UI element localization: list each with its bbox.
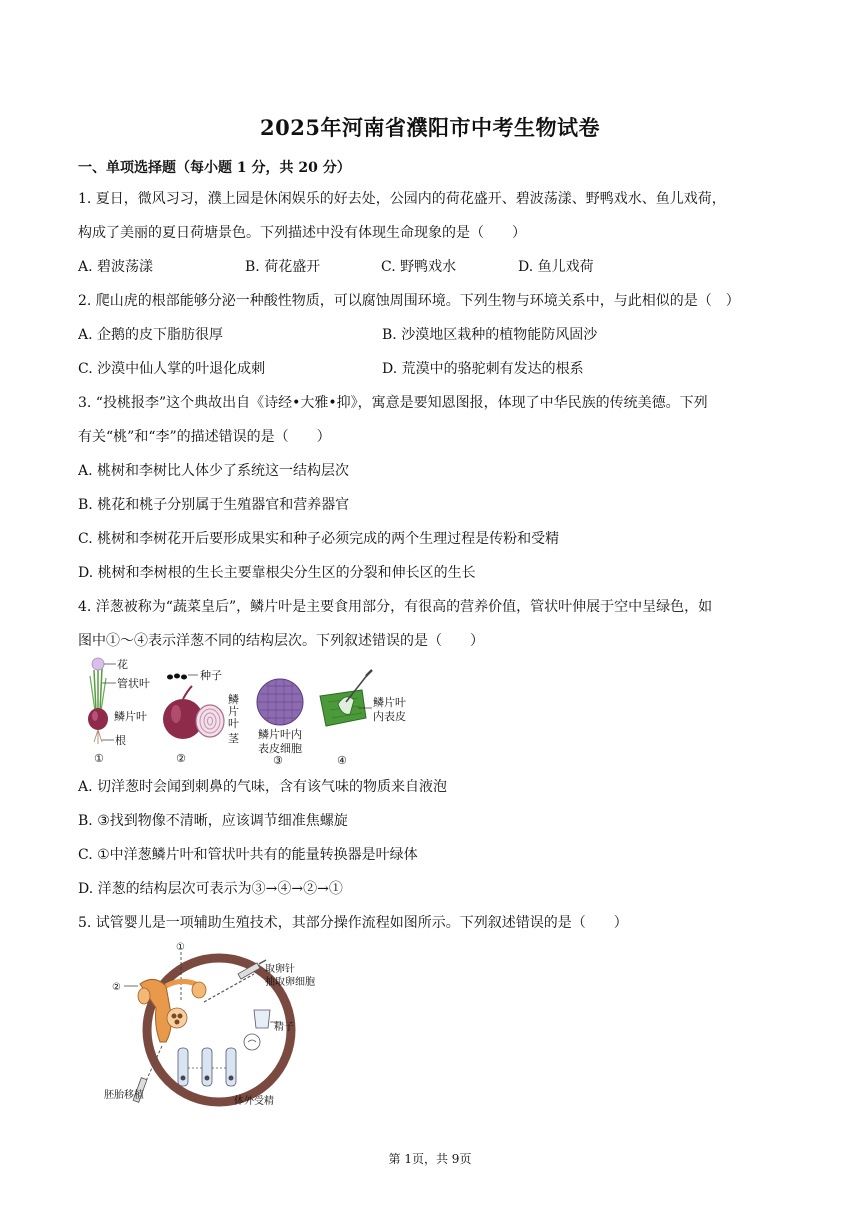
question-1-stem-line1: 1. 夏日，微风习习，濮上园是休闲娱乐的好去处，公园内的荷花盛开、碧波荡漾、野鸭戏水、鱼儿戏荷， xyxy=(78,191,726,207)
question-4-option-a: A. 切洋葱时会闻到刺鼻的气味，含有该气味的物质来自液泡 xyxy=(78,779,448,795)
label-scale-leaf-vertical: 鳞片叶 xyxy=(228,693,239,730)
label-number-1: ① xyxy=(176,942,185,953)
label-needle-line1: 取卵针 xyxy=(265,964,295,975)
label-flower: 花 xyxy=(117,658,128,671)
question-3-stem-line2: 有关“桃”和“李”的描述错误的是（ ） xyxy=(78,429,331,445)
page-footer: 第 1页，共 9页 xyxy=(388,1152,472,1166)
label-tube-leaf: 管状叶 xyxy=(117,677,150,690)
label-cells-line2: 表皮细胞 xyxy=(258,742,302,755)
onion-plant-illustration xyxy=(88,658,108,744)
panel-number-4: ④ xyxy=(337,754,347,767)
egg-retrieval-needle-illustration xyxy=(204,960,266,1002)
question-3-option-c: C. 桃树和李树花开后要形成果实和种子必须完成的两个生理过程是传粉和受精 xyxy=(78,531,560,547)
question-4-option-c: C. ①中洋葱鳞片叶和管状叶共有的能量转换器是叶绿体 xyxy=(78,847,418,863)
label-seed: 种子 xyxy=(200,669,222,682)
label-cells-line1: 鳞片叶内 xyxy=(258,728,302,741)
question-3-option-b: B. 桃花和桃子分别属于生殖器官和营养器官 xyxy=(78,497,350,513)
question-2-stem: 2. 爬山虎的根部能够分泌一种酸性物质，可以腐蚀周围环境。下列生物与环境关系中，与此相似的是（ ） xyxy=(78,293,740,309)
question-2-option-b: B. 沙漠地区栽种的植物能防风固沙 xyxy=(382,327,598,343)
question-2-option-d: D. 荒漠中的骆驼刺有发达的根系 xyxy=(382,361,584,377)
panel-number-2: ② xyxy=(176,752,186,765)
label-sperm: 精子 xyxy=(274,1022,294,1033)
question-3-stem-line1: 3. “投桃报李”这个典故出自《诗经•大雅•抑》，寓意是要知恩图报，体现了中华民族的传统美德。下列 xyxy=(78,395,708,411)
label-stem: 茎 xyxy=(228,732,239,745)
label-scale-leaf: 鳞片叶 xyxy=(114,710,147,723)
label-embryo-transfer: 胚胎移植 xyxy=(104,1090,144,1101)
label-needle-line2: 抽取卵细胞 xyxy=(265,977,315,988)
question-1-option-c: C. 野鸭戏水 xyxy=(381,259,457,275)
panel-number-3: ③ xyxy=(273,754,283,767)
test-tubes-illustration xyxy=(178,1048,236,1086)
question-1-option-b: B. 荷花盛开 xyxy=(245,259,321,275)
sperm-cup-illustration xyxy=(244,1010,270,1050)
ivf-process-figure xyxy=(104,938,344,1110)
question-4-stem-line1: 4. 洋葱被称为“蔬菜皇后”，鳞片叶是主要食用部分，有很高的营养价值，管状叶伸展于空中呈绿色，如 xyxy=(78,599,713,615)
label-ivf: 体外受精 xyxy=(234,1096,274,1107)
question-1-option-d: D. 鱼儿戏荷 xyxy=(518,259,594,275)
question-1-stem-line2: 构成了美丽的夏日荷塘景色。下列描述中没有体现生命现象的是（ ） xyxy=(78,225,526,241)
onion-structure-figure xyxy=(80,656,420,768)
question-5-stem: 5. 试管婴儿是一项辅助生殖技术，其部分操作流程如图所示。下列叙述错误的是（ ） xyxy=(78,915,628,931)
question-2-option-c: C. 沙漠中仙人掌的叶退化成刺 xyxy=(78,361,266,377)
section-heading: 一、单项选择题（每小题 1 分，共 20 分） xyxy=(78,160,351,176)
onion-bulb-illustration xyxy=(163,686,224,739)
panel-number-1: ① xyxy=(94,752,104,765)
label-epidermis-line1: 鳞片叶 xyxy=(373,696,406,709)
inner-epidermis-illustration xyxy=(320,670,372,726)
epidermal-cells-illustration xyxy=(257,679,303,725)
label-root: 根 xyxy=(115,734,126,747)
question-3-option-a: A. 桃树和李树比人体少了系统这一结构层次 xyxy=(78,463,350,479)
question-4-option-b: B. ③找到物像不清晰，应该调节细准焦螺旋 xyxy=(78,813,348,829)
question-4-option-d: D. 洋葱的结构层次可表示为③→④→②→① xyxy=(78,881,343,897)
question-2-option-a: A. 企鹅的皮下脂肪很厚 xyxy=(78,327,224,343)
question-3-option-d: D. 桃树和李树根的生长主要靠根尖分生区的分裂和伸长区的生长 xyxy=(78,565,476,581)
onion-seeds-illustration xyxy=(167,674,187,680)
label-number-2: ② xyxy=(112,982,121,993)
label-epidermis-line2: 内表皮 xyxy=(373,710,406,723)
question-4-stem-line2: 图中①～④表示洋葱不同的结构层次。下列叙述错误的是（ ） xyxy=(78,633,484,649)
page-title: 2025年河南省濮阳市中考生物试卷 xyxy=(260,115,600,140)
question-1-option-a: A. 碧波荡漾 xyxy=(78,259,154,275)
